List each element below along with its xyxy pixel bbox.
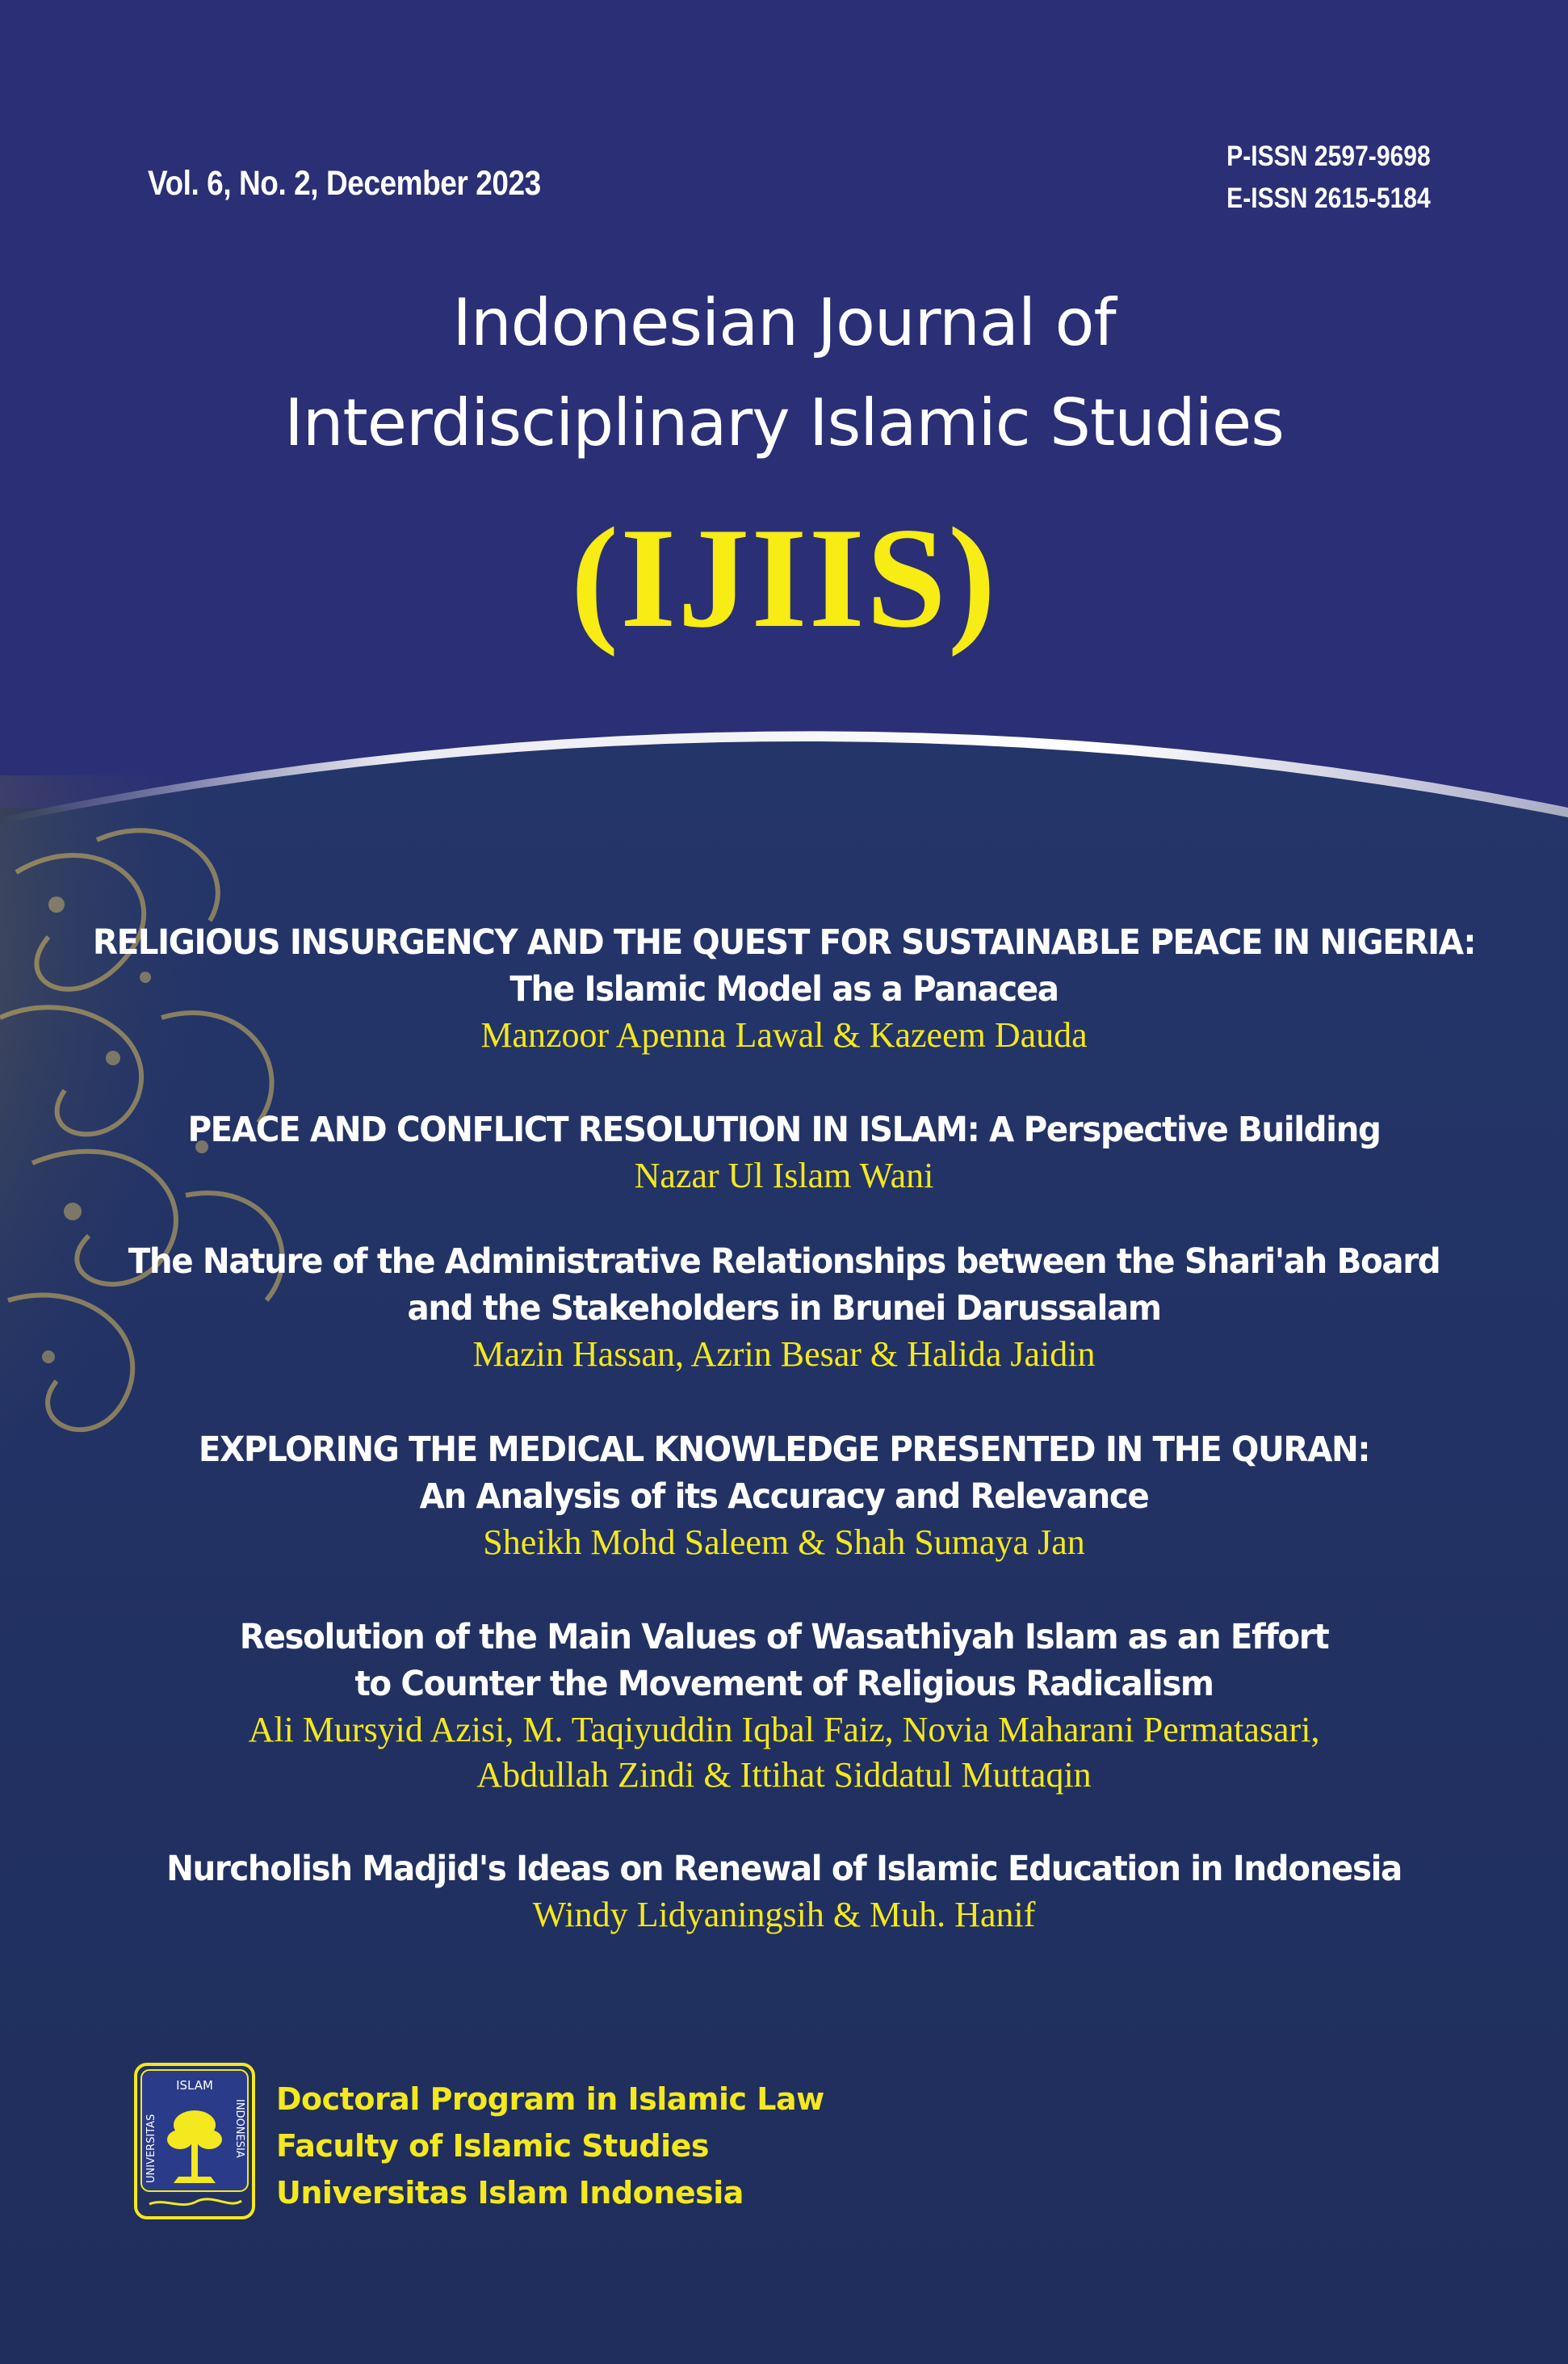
article-subtitle: The Islamic Model as a Panacea <box>509 969 1059 1010</box>
article-authors: Windy Lidyaningsih & Muh. Hanif <box>532 1895 1036 1934</box>
logo-text-indonesia: INDONESIA <box>233 2099 245 2158</box>
article-title: Resolution of the Main Values of Wasathiyah Islam as an Effort <box>239 1617 1329 1657</box>
university-emblem-icon <box>133 2062 256 2220</box>
e-issn: E-ISSN 2615-5184 <box>1226 183 1431 214</box>
article-subtitle: An Analysis of its Accuracy and Relevance <box>419 1476 1149 1517</box>
article-entry <box>0 1238 1568 1377</box>
article-title: EXPLORING THE MEDICAL KNOWLEDGE PRESENTED IN THE QURAN: <box>198 1430 1370 1470</box>
article-entry <box>0 1426 1568 1565</box>
article-title: Nurcholish Madjid's Ideas on Renewal of Islamic Education in Indonesia <box>166 1849 1402 1889</box>
logo-text-islam: ISLAM <box>176 2078 213 2093</box>
article-authors: Mazin Hassan, Azrin Besar & Halida Jaidin <box>472 1334 1096 1374</box>
journal-title <box>0 273 1568 473</box>
article-title: RELIGIOUS INSURGENCY AND THE QUEST FOR SUSTAINABLE PEACE IN NIGERIA: <box>92 922 1476 963</box>
journal-title-line2: Interdisciplinary Islamic Studies <box>284 385 1284 460</box>
article-authors: Sheikh Mohd Saleem & Shah Sumaya Jan <box>483 1522 1085 1562</box>
article-authors-cont: Abdullah Zindi & Ittihat Siddatul Muttaqin <box>476 1755 1092 1795</box>
issn-block <box>1226 136 1431 220</box>
article-authors: Nazar Ul Islam Wani <box>634 1156 934 1195</box>
article-authors: Manzoor Apenna Lawal & Kazeem Dauda <box>480 1015 1088 1055</box>
logo-text-universitas: UNIVERSITAS <box>145 2114 157 2183</box>
article-entry <box>0 919 1568 1058</box>
article-title: PEACE AND CONFLICT RESOLUTION IN ISLAM: A Perspective Building <box>187 1110 1381 1150</box>
p-issn: P-ISSN 2597-9698 <box>1226 141 1431 172</box>
journal-acronym: (IJIIS) <box>570 498 998 657</box>
article-entry <box>0 1845 1568 1938</box>
publisher-faculty: Faculty of Islamic Studies <box>276 2128 710 2164</box>
article-authors: Ali Mursyid Azisi, M. Taqiyuddin Iqbal Faiz, Novia Maharani Permatasari, <box>248 1710 1320 1749</box>
article-title: The Nature of the Administrative Relationships between the Shari'ah Board <box>128 1241 1440 1282</box>
article-title-cont: to Counter the Movement of Religious Radicalism <box>354 1664 1214 1704</box>
publisher-university: Universitas Islam Indonesia <box>276 2175 744 2211</box>
volume-issue: Vol. 6, No. 2, December 2023 <box>148 164 541 203</box>
article-title-cont: and the Stakeholders in Brunei Darussalam <box>407 1288 1161 1329</box>
journal-title-line1: Indonesian Journal of <box>452 285 1116 360</box>
article-entry <box>0 1106 1568 1199</box>
article-entry <box>0 1614 1568 1798</box>
publisher-program: Doctoral Program in Islamic Law <box>276 2081 824 2117</box>
publisher-info <box>276 2076 824 2216</box>
